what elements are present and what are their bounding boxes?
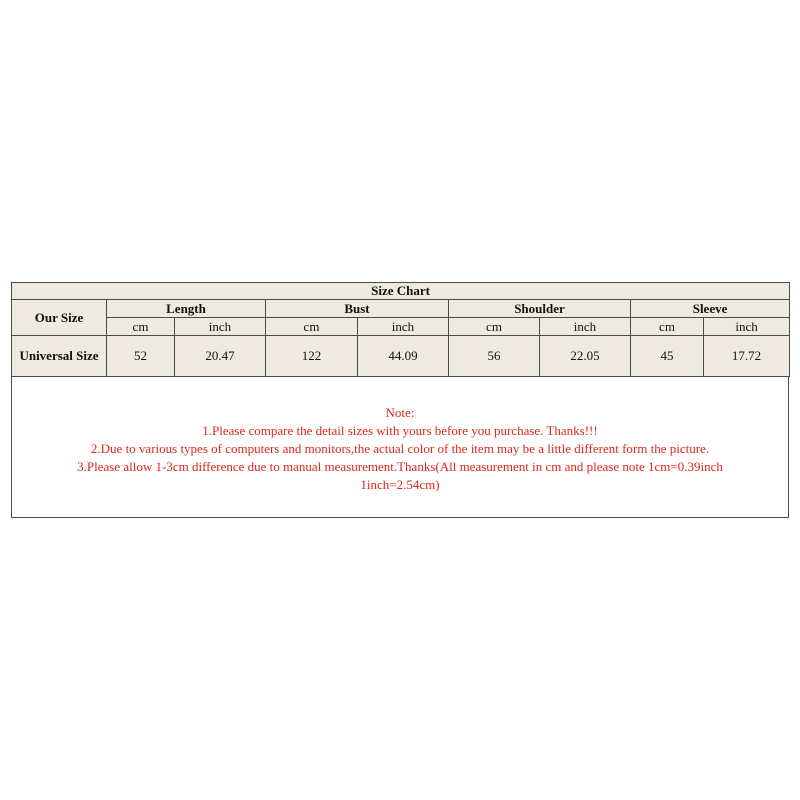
unit-shoulder-inch: inch xyxy=(540,318,631,336)
value-shoulder-inch: 22.05 xyxy=(540,336,631,377)
size-name: Universal Size xyxy=(12,336,107,377)
value-length-cm: 52 xyxy=(107,336,175,377)
unit-bust-inch: inch xyxy=(358,318,449,336)
note-title: Note: xyxy=(385,405,415,420)
column-header-length: Length xyxy=(107,300,266,318)
unit-shoulder-cm: cm xyxy=(449,318,540,336)
notes-box xyxy=(11,377,789,518)
note-line-1: 1.Please compare the detail sizes with yours before you purchase. Thanks!!! xyxy=(202,423,598,438)
unit-bust-cm: cm xyxy=(266,318,358,336)
value-bust-inch: 44.09 xyxy=(358,336,449,377)
unit-length-cm: cm xyxy=(107,318,175,336)
unit-sleeve-inch: inch xyxy=(704,318,790,336)
value-shoulder-cm: 56 xyxy=(449,336,540,377)
note-line-4: 1inch=2.54cm) xyxy=(360,477,440,492)
value-bust-cm: 122 xyxy=(266,336,358,377)
unit-sleeve-cm: cm xyxy=(631,318,704,336)
column-header-sleeve: Sleeve xyxy=(631,300,790,318)
column-header-bust: Bust xyxy=(266,300,449,318)
note-line-3: 3.Please allow 1-3cm difference due to manual measurement.Thanks(All measurement in cm and please note 1cm=0.39inch xyxy=(77,459,723,474)
value-sleeve-inch: 17.72 xyxy=(704,336,790,377)
value-length-inch: 20.47 xyxy=(175,336,266,377)
note-line-2: 2.Due to various types of computers and monitors,the actual color of the item may be a little different form the picture. xyxy=(90,441,710,456)
value-sleeve-cm: 45 xyxy=(631,336,704,377)
unit-length-inch: inch xyxy=(175,318,266,336)
column-header-shoulder: Shoulder xyxy=(449,300,631,318)
size-chart-title: Size Chart xyxy=(12,283,790,300)
our-size-header: Our Size xyxy=(12,300,107,336)
table-row xyxy=(12,336,790,377)
size-chart-table xyxy=(11,282,790,377)
size-chart xyxy=(11,282,789,377)
